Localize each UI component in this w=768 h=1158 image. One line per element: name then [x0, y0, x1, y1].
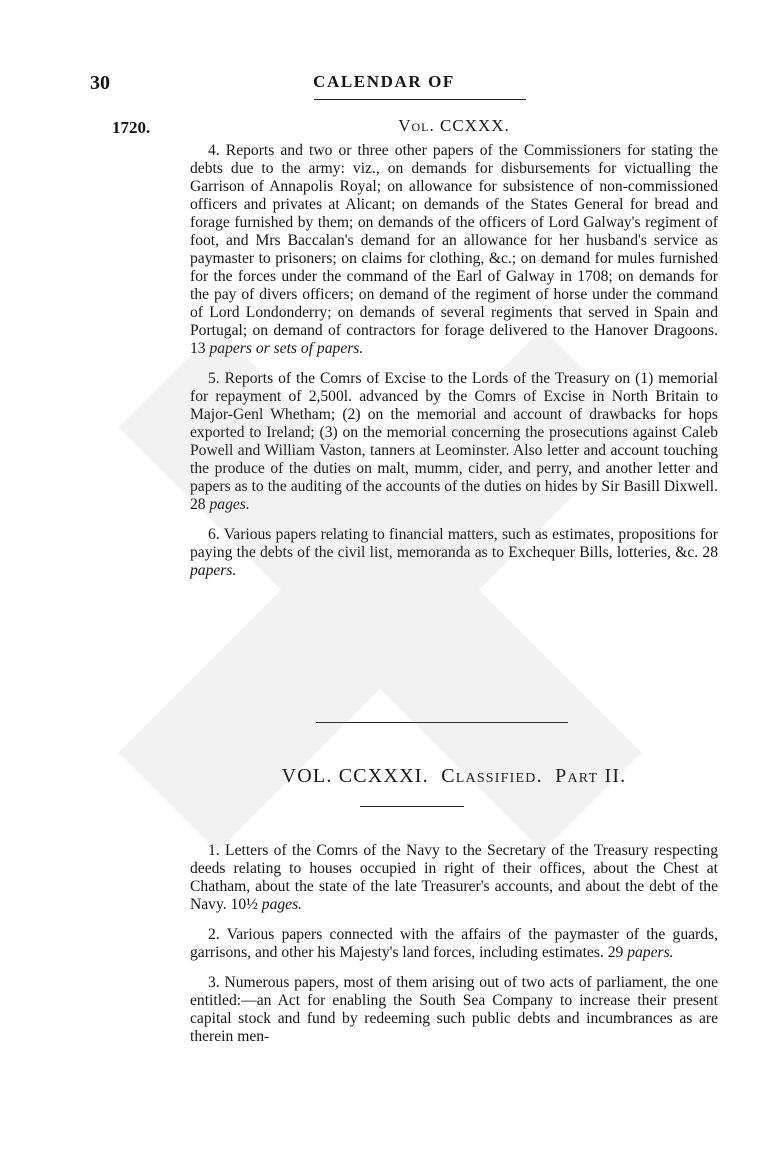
section-title-classified: Classified.	[441, 765, 543, 787]
entry-count-unit: papers or sets of papers.	[209, 340, 364, 357]
margin-year: 1720.	[112, 118, 151, 137]
volume-heading-text: Vol. CCXXX.	[398, 116, 510, 135]
section1-entries	[190, 142, 718, 592]
entry-number: 1.	[208, 842, 220, 859]
entry-3	[190, 974, 718, 1046]
entry-text: Reports of the Comrs of Excise to the Lords of the Treasury on (1) memorial for repayment of 2,500l. advanced by the Comrs of Excise in North Britain to Major-Genl Whetham; (2) on the memorial and account of drawbacks for hops exported to Ireland; (3) on the memorial concerning the prosecutions against Caleb Powell and William Vaston, tanners at Leominster. Also letter and account touching the produce of the duties on malt, mumm, cider, and perry, and another letter and papers as to the auditing of the accounts of the duties on hides by Sir Basill Dixwell.	[190, 370, 718, 495]
entry-text: Letters of the Comrs of the Navy to the Secretary of the Treasury respecting deeds relating to houses occupied in right of their offices, about the Chest at Chatham, about the state of the late Treasurer's accounts, and about the debt of the Navy.	[190, 842, 718, 913]
entry-text: Numerous papers, most of them arising out of two acts of parliament, the one entitled:—an Act for enabling the South Sea Company to increase their present capital stock and fund by redeeming such public debts and incumbrances as are therein men-	[190, 974, 719, 1045]
entry-text: Reports and two or three other papers of the Commissioners for stating the debts due to the army: viz., on demands for disbursements for victualling the Garrison of Annapolis Royal; on allowance for subsistence of non-commissioned officers and privates at Alicant; on demands of the States General for bread and forage furnished by them; on demands of the officers of Lord Galway's regiment of foot, and Mrs Baccalan's demand for an allowance for her husband's service as paymaster to prisoners; on claims for clothing, &c.; on demand for mules furnished for the forces under the command of the Earl of Galway in 1708; on demands for the pay of divers officers; on demand of the regiment of horse under the command of Lord Londonderry; on demands of several regiments that served in Spain and Portugal; on demand of contractors for forage delivered to the Hanover Dragoons.	[190, 142, 718, 339]
section-title-rule	[360, 806, 464, 807]
entry-count: 29	[607, 944, 624, 961]
entry-count-unit: papers.	[627, 944, 674, 961]
entry-6	[190, 526, 718, 580]
running-head: CALENDAR OF	[313, 72, 455, 91]
entry-count-unit: papers.	[190, 562, 237, 579]
entry-number: 6.	[208, 526, 220, 543]
page-number: 30	[90, 72, 110, 94]
section-title-part: Part II.	[555, 765, 627, 787]
entry-5	[190, 370, 718, 514]
entry-text: Various papers connected with the affairs of the paymaster of the guards, garrisons, and other his Majesty's land forces, including estimates.	[190, 926, 718, 961]
entry-2	[190, 926, 718, 962]
section-divider-rule	[316, 722, 568, 723]
entry-count: 28	[702, 544, 718, 561]
section2-entries	[190, 842, 718, 1058]
section-title	[190, 765, 718, 788]
entry-count: 28	[190, 496, 206, 513]
entry-count-unit: pages.	[261, 896, 303, 913]
entry-count-unit: pages.	[209, 496, 250, 513]
entry-count: 10½	[230, 896, 258, 913]
entry-number: 4.	[208, 142, 220, 159]
entry-count: 13	[190, 340, 206, 357]
volume-heading	[190, 116, 718, 136]
entry-number: 3.	[208, 974, 220, 991]
header-rule	[314, 99, 526, 100]
entry-number: 5.	[208, 370, 220, 387]
entry-4	[190, 142, 718, 358]
entry-number: 2.	[208, 926, 220, 943]
entry-text: Various papers relating to financial matters, such as estimates, propositions for paying the debts of the civil list, memoranda as to Exchequer Bills, lotteries, &c.	[190, 526, 718, 561]
section-title-vol: VOL. CCXXXI.	[281, 765, 429, 787]
entry-1	[190, 842, 718, 914]
